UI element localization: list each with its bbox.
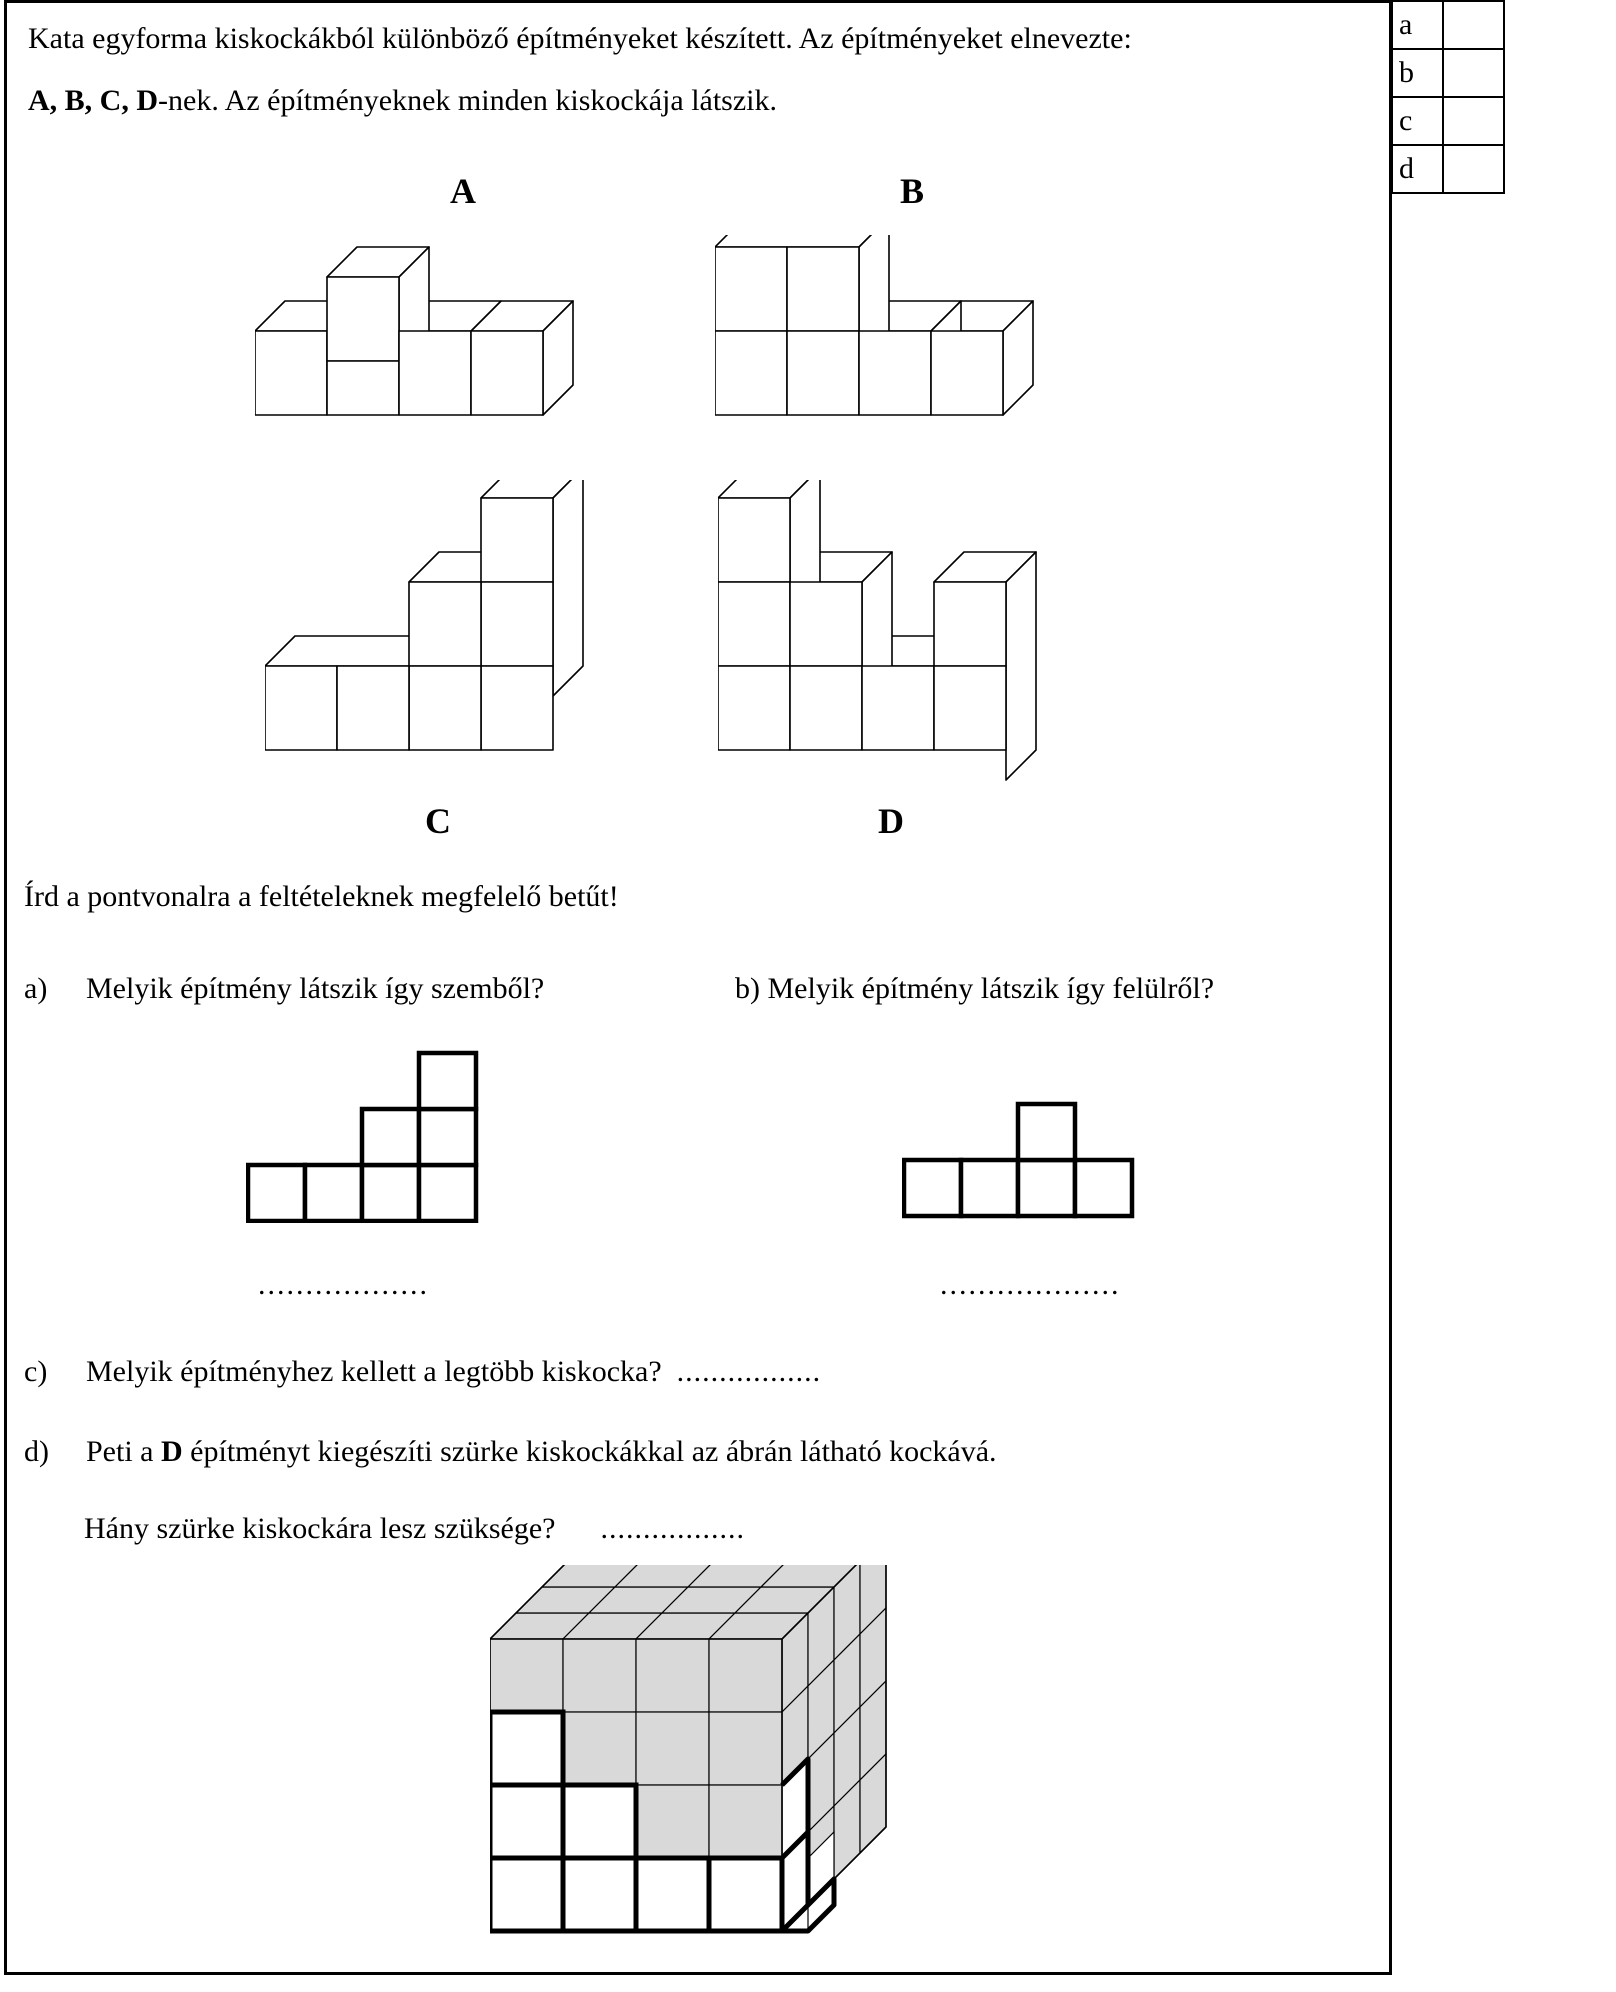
question-c-marker: c) bbox=[24, 1355, 48, 1388]
table-row bbox=[1392, 145, 1504, 193]
intro-text-line-2 bbox=[28, 84, 777, 117]
building-figure-b bbox=[715, 235, 1045, 450]
building-label-b: B bbox=[900, 171, 925, 211]
building-label-d: D bbox=[878, 801, 904, 841]
answer-row-label-c: c bbox=[1392, 97, 1443, 145]
answer-row-label-d: d bbox=[1392, 145, 1443, 193]
question-a-text: Melyik építmény látszik így szemből? bbox=[86, 972, 545, 1005]
answer-row-value-b[interactable] bbox=[1443, 49, 1504, 97]
table-row bbox=[1392, 49, 1504, 97]
intro-text-line-1: Kata egyforma kiskockákból különböző építményeket készített. Az építményeket elnevezte: bbox=[28, 22, 1132, 55]
answer-row-value-c[interactable] bbox=[1443, 97, 1504, 145]
big-cube-figure bbox=[490, 1565, 920, 1985]
question-d-marker: d) bbox=[24, 1435, 49, 1468]
building-label-c: C bbox=[425, 801, 451, 841]
answer-row-value-d[interactable] bbox=[1443, 145, 1504, 193]
intro-text-line-2-rest: -nek. Az építményeknek minden kiskockája látszik. bbox=[158, 84, 777, 117]
answer-line-c[interactable]: ................. bbox=[676, 1355, 822, 1388]
front-view-shape bbox=[246, 1043, 486, 1223]
table-row bbox=[1392, 97, 1504, 145]
question-d-text-line2: Hány szürke kiskockára lesz szüksége? bbox=[84, 1512, 556, 1545]
answer-row-label-a: a bbox=[1392, 1, 1443, 49]
question-d-text-part2: építményt kiegészíti szürke kiskockákkal az ábrán látható kockává. bbox=[182, 1435, 997, 1468]
question-d-line2 bbox=[84, 1512, 745, 1547]
instruction-text: Írd a pontvonalra a feltételeknek megfelelő betűt! bbox=[24, 880, 619, 913]
question-a-marker: a) bbox=[24, 972, 48, 1005]
building-label-a: A bbox=[450, 171, 476, 211]
building-figure-c bbox=[265, 480, 595, 800]
question-b bbox=[735, 972, 1214, 1007]
building-figure-d bbox=[718, 480, 1058, 800]
answer-line-a[interactable]: .................. bbox=[258, 1268, 429, 1301]
answer-row-label-b: b bbox=[1392, 49, 1443, 97]
answer-line-b[interactable]: ................... bbox=[940, 1268, 1121, 1301]
question-b-marker: b) bbox=[735, 972, 760, 1005]
answer-line-d[interactable]: ................. bbox=[600, 1512, 745, 1545]
building-figure-a bbox=[255, 235, 575, 445]
question-b-text: Melyik építmény látszik így felülről? bbox=[767, 972, 1215, 1005]
question-d-text-part1: Peti a bbox=[86, 1435, 161, 1468]
question-a bbox=[24, 972, 544, 1007]
question-d-building-bold: D bbox=[161, 1435, 183, 1468]
table-row bbox=[1392, 1, 1504, 49]
answer-score-table bbox=[1391, 0, 1505, 194]
question-d bbox=[24, 1435, 997, 1470]
building-names-bold: A, B, C, D bbox=[28, 84, 159, 117]
question-c-text: Melyik építményhez kellett a legtöbb kiskocka? bbox=[86, 1355, 662, 1388]
answer-row-value-a[interactable] bbox=[1443, 1, 1504, 49]
question-c bbox=[24, 1355, 821, 1390]
top-view-shape bbox=[902, 1094, 1142, 1224]
